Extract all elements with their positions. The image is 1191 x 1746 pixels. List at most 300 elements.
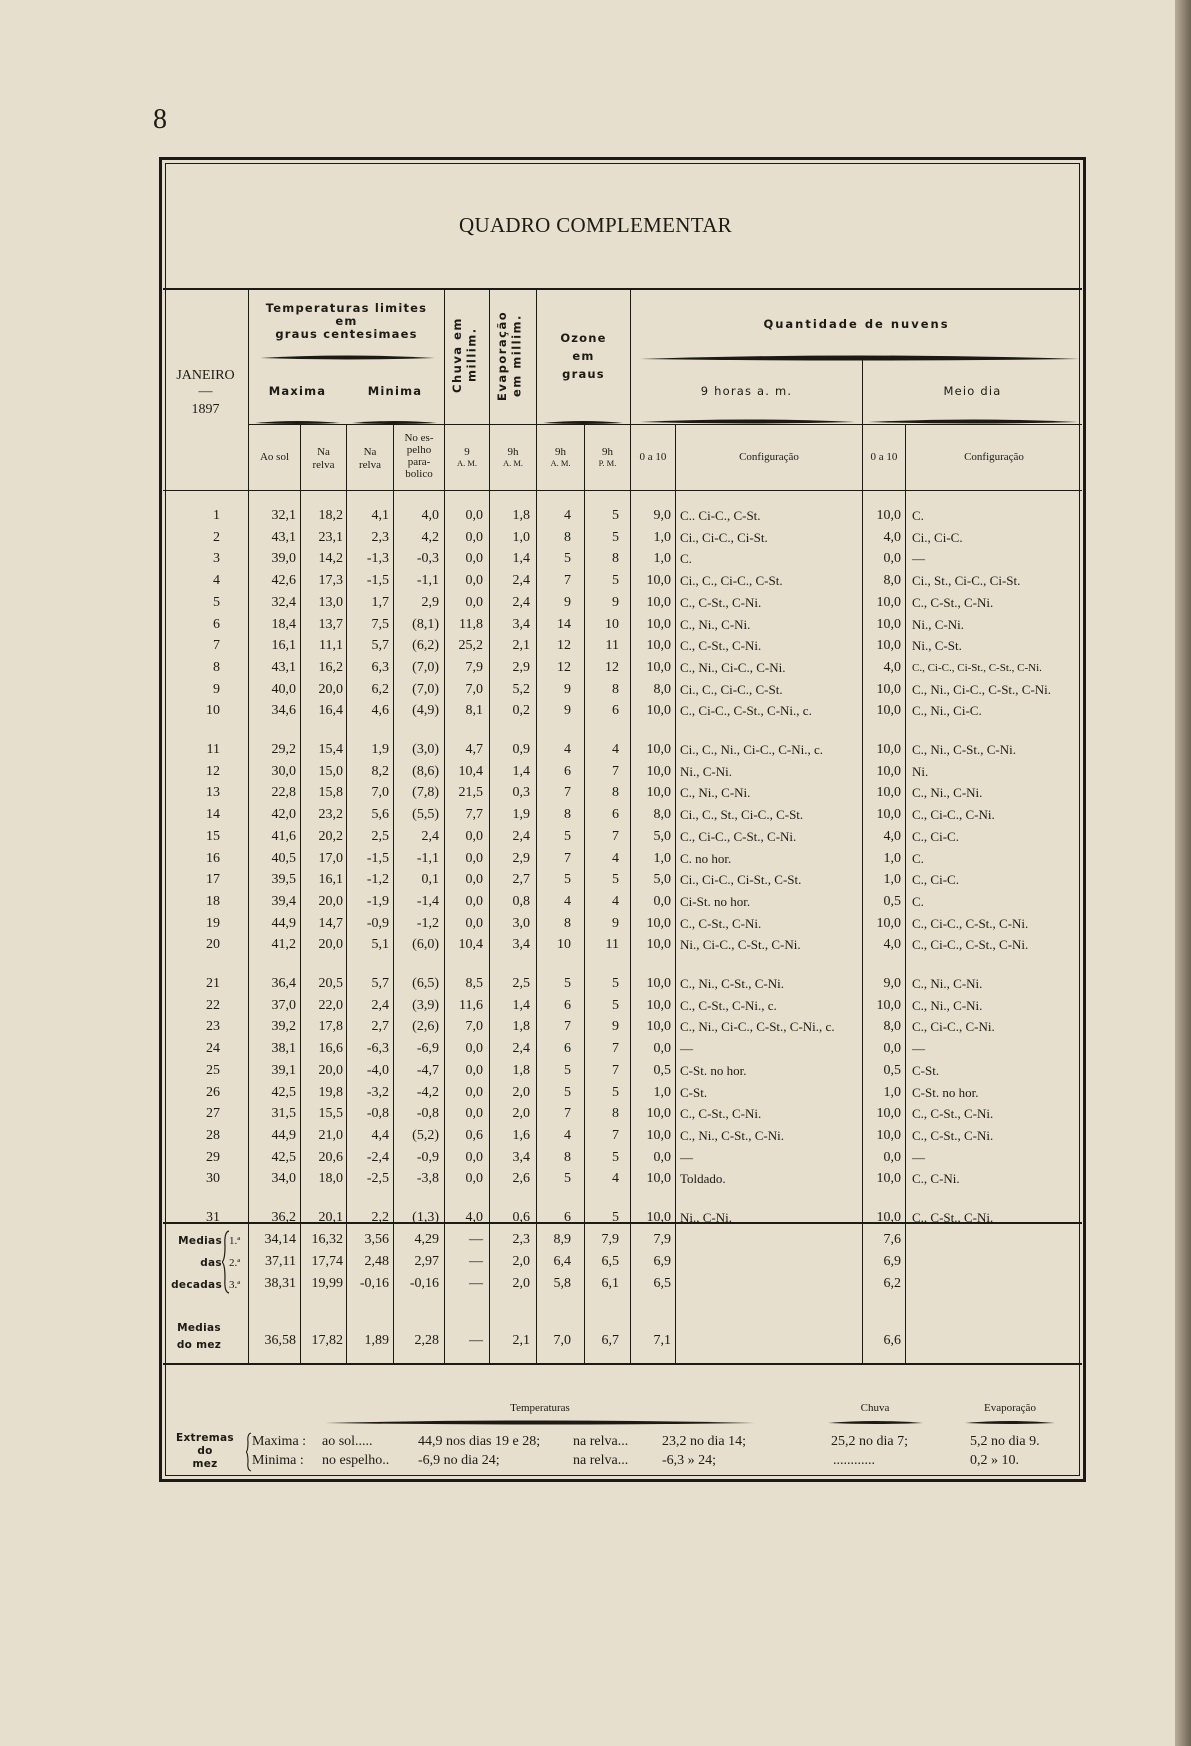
cell-configuracao-9h: C. no hor.: [680, 850, 732, 866]
cell-evaporacao: 1,8: [512, 1019, 530, 1035]
na-relva-line: relva: [312, 458, 335, 471]
cell-chuva: 21,5: [458, 785, 483, 801]
rule-means-bottom: [163, 1363, 1082, 1365]
scale-header-2: 0 a 10: [870, 451, 898, 463]
cell-day: 29: [206, 1149, 220, 1165]
cell-ozone-am: 6: [564, 763, 571, 779]
cell-na-relva-min: -1,5: [366, 850, 389, 866]
na-relva-line: relva: [359, 458, 381, 471]
cell-na-relva-max: 16,6: [318, 1041, 343, 1057]
cell-na-relva-max: 20,0: [318, 1062, 343, 1078]
cell-nebulosidade-9h: 10,0: [646, 763, 671, 779]
cell-espelho: 0,1: [421, 872, 439, 888]
cell-nebulosidade-9h: 10,0: [646, 616, 671, 632]
cell-ozone-am: 5: [564, 828, 571, 844]
cell-ozone-am: 7: [564, 785, 571, 801]
page-number: 8: [153, 104, 167, 135]
cell-na-relva-min: -1,2: [366, 872, 389, 888]
hour-line: 9: [464, 446, 470, 458]
cell-day: 19: [206, 915, 220, 931]
cell-evaporacao: 2,0: [512, 1106, 530, 1122]
cell-configuracao-meio-dia: Ni., C-St.: [912, 638, 962, 654]
cell-na-relva-max: 14,7: [318, 915, 343, 931]
cell-espelho: (8,1): [412, 616, 439, 632]
cell-configuracao-meio-dia: Ci., St., Ci-C., Ci-St.: [912, 573, 1021, 589]
config-header-1: Configuração: [739, 451, 799, 463]
cell-espelho: -1,1: [416, 850, 439, 866]
cell-evaporacao: 3,4: [512, 937, 530, 953]
cell-nebulosidade-9h: 5,0: [653, 828, 671, 844]
cell-espelho: (8,6): [412, 763, 439, 779]
cell-configuracao-9h: C-St.: [680, 1084, 708, 1100]
cloud-amount-header: Quantidade de nuvens: [763, 317, 950, 331]
cell-nebulosidade-meio-dia: 10,0: [876, 616, 901, 632]
cell-ozone-am: 6: [564, 997, 571, 1013]
header-swash: [543, 420, 623, 425]
cell-nebulosidade-9h: 10,0: [646, 1127, 671, 1143]
cell-espelho: (3,9): [412, 997, 439, 1013]
cell-espelho: (2,6): [412, 1019, 439, 1035]
cell-configuracao-9h: C.: [680, 551, 692, 567]
cell-ao-sol: 39,4: [271, 893, 296, 909]
cell-espelho: -1,4: [416, 893, 439, 909]
cell-day: 18: [206, 893, 220, 909]
cell-ao-sol: 44,9: [271, 915, 296, 931]
month-mean-ao-sol: 36,58: [264, 1333, 296, 1348]
cell-nebulosidade-meio-dia: 4,0: [883, 659, 901, 675]
cell-ozone-am: 5: [564, 551, 571, 567]
cell-configuracao-meio-dia: —: [912, 1149, 925, 1165]
cell-ozone-am: 5: [564, 1062, 571, 1078]
cell-ao-sol: 29,2: [271, 742, 296, 757]
cell-nebulosidade-meio-dia: 1,0: [883, 1084, 901, 1100]
cell-na-relva-min: -6,3: [366, 1041, 389, 1057]
cell-ozone-pm: 5: [612, 1084, 619, 1100]
maxima-header: Maxima: [268, 384, 327, 398]
cell-ao-sol: 34,0: [271, 1171, 296, 1187]
cell-ozone-pm: 4: [612, 1171, 619, 1187]
cell-ozone-pm: 4: [612, 893, 619, 909]
decade-means-label: [164, 1230, 222, 1296]
cell-ozone-pm: 5: [612, 573, 619, 589]
cell-ao-sol: 39,1: [271, 1062, 296, 1078]
max-na-relva-value: 23,2 no dia 14;: [662, 1434, 746, 1449]
cell-ozone-pm: 5: [612, 976, 619, 991]
scale-header-1: 0 a 10: [639, 451, 667, 463]
cell-espelho: -1,2: [416, 915, 439, 931]
cell-chuva: 0,0: [465, 850, 483, 866]
cell-na-relva-min: 4,6: [371, 703, 389, 719]
cell-ozone-am: 5: [564, 1084, 571, 1100]
ozone-header-line: graus: [562, 366, 605, 381]
cell-ozone-pm: 8: [612, 551, 619, 567]
cell-na-relva-max: 15,8: [318, 785, 343, 801]
cell-configuracao-9h: C., Ni., C-St., C-Ni.: [680, 976, 785, 991]
cell-espelho: -0,3: [416, 551, 439, 567]
cell-ao-sol: 32,1: [271, 508, 296, 523]
cell-configuracao-9h: Ci-St. no hor.: [680, 893, 751, 909]
decade-mean-ozone-am: 6,4: [553, 1254, 571, 1269]
espelho-line: No es-: [404, 432, 434, 444]
cell-chuva: 0,0: [465, 1084, 483, 1100]
cell-configuracao-meio-dia: C-St. no hor.: [912, 1084, 979, 1100]
cell-ozone-pm: 8: [612, 785, 619, 801]
cell-nebulosidade-meio-dia: 4,0: [883, 828, 901, 844]
min-na-relva-value: -6,3 » 24;: [662, 1453, 717, 1468]
hour-line: P. M.: [598, 457, 617, 468]
header-swash: [255, 420, 340, 425]
cell-ozone-am: 8: [564, 529, 571, 545]
cell-ao-sol: 39,5: [271, 872, 296, 888]
cell-na-relva-min: 2,7: [371, 1019, 389, 1035]
extremes-chuva-header: Chuva: [860, 1402, 890, 1414]
cell-evaporacao: 2,0: [512, 1084, 530, 1100]
evaporation-header: [495, 298, 531, 413]
decade-mean-ozone-pm: 6,1: [601, 1276, 619, 1291]
cell-nebulosidade-meio-dia: 0,0: [883, 1041, 901, 1057]
cell-ozone-am: 4: [564, 742, 571, 757]
cell-espelho: (5,5): [412, 807, 439, 823]
cell-configuracao-9h: Toldado.: [680, 1171, 726, 1187]
cell-na-relva-max: 17,0: [318, 850, 343, 866]
cell-ozone-am: 9: [564, 594, 571, 610]
cell-na-relva-min: 6,2: [371, 681, 389, 697]
cell-ao-sol: 42,5: [271, 1084, 296, 1100]
cell-nebulosidade-9h: 1,0: [653, 1084, 671, 1100]
cell-ao-sol: 39,2: [271, 1019, 296, 1035]
cell-na-relva-max: 23,1: [318, 529, 343, 545]
cell-ozone-am: 5: [564, 872, 571, 888]
header-swash: [828, 1420, 923, 1425]
cell-configuracao-meio-dia: C., Ni., Ci-C., C-St., C-Ni.: [912, 681, 1052, 697]
cell-nebulosidade-9h: 8,0: [653, 807, 671, 823]
cell-day: 5: [213, 594, 220, 610]
cell-configuracao-meio-dia: C.: [912, 508, 924, 523]
cell-day: 25: [206, 1062, 220, 1078]
cell-nebulosidade-meio-dia: 0,0: [883, 1149, 901, 1165]
na-relva-min-header: [347, 446, 393, 471]
cell-chuva: 0,0: [465, 508, 483, 523]
min-espelho-value: -6,9 no dia 24;: [418, 1453, 500, 1468]
cell-configuracao-9h: C.. Ci-C., C-St.: [680, 508, 761, 523]
cell-na-relva-min: 8,2: [371, 763, 389, 779]
decade-mean-evaporacao: 2,0: [512, 1276, 530, 1291]
cell-chuva: 0,6: [465, 1127, 483, 1143]
cell-nebulosidade-9h: 5,0: [653, 872, 671, 888]
temp-header-line: Temperaturas limites: [265, 301, 428, 315]
cell-day: 7: [213, 638, 220, 654]
cell-espelho: -4,2: [416, 1084, 439, 1100]
month-mean-espelho: 2,28: [414, 1333, 439, 1348]
cell-ozone-am: 7: [564, 573, 571, 589]
cell-configuracao-meio-dia: C., Ci-C.: [912, 828, 959, 844]
cell-day: 21: [206, 976, 220, 991]
decade-mean-na-relva-min: 2,48: [364, 1254, 389, 1269]
nine-am-header: 9 horas a. m.: [700, 384, 793, 398]
cell-ozone-pm: 5: [612, 997, 619, 1013]
decade-mean-evaporacao: 2,0: [512, 1254, 530, 1269]
cell-ozone-am: 7: [564, 1106, 571, 1122]
minima-header: Minima: [367, 384, 423, 398]
rain-header: [450, 300, 484, 410]
cell-espelho: (7,8): [412, 785, 439, 801]
cell-evaporacao: 2,9: [512, 659, 530, 675]
cell-nebulosidade-meio-dia: 10,0: [876, 807, 901, 823]
cell-configuracao-meio-dia: Ni., C-Ni.: [912, 616, 964, 632]
cell-nebulosidade-meio-dia: 10,0: [876, 1210, 901, 1225]
ozone-pm-header: [585, 446, 630, 468]
cell-configuracao-meio-dia: C-St.: [912, 1062, 940, 1078]
cell-na-relva-min: 2,4: [371, 997, 389, 1013]
cell-ozone-am: 8: [564, 1149, 571, 1165]
cell-na-relva-max: 14,2: [318, 551, 343, 567]
cell-configuracao-9h: C., C-St., C-Ni.: [680, 1106, 762, 1122]
cell-day: 6: [213, 616, 220, 632]
decade-mean-ozone-pm: 6,5: [601, 1254, 619, 1269]
cell-evaporacao: 2,5: [512, 976, 530, 991]
decade-mean-evaporacao: 2,3: [512, 1232, 530, 1247]
cell-configuracao-meio-dia: C., Ci-C., Ci-St., C-St., C-Ni.: [912, 661, 1042, 674]
cell-configuracao-meio-dia: C., Ni., C-Ni.: [912, 976, 983, 991]
cell-ao-sol: 38,1: [271, 1041, 296, 1057]
extremes-label: [164, 1432, 246, 1471]
config-header-2: Configuração: [964, 451, 1024, 463]
cell-configuracao-meio-dia: C., Ci-C., C-St., C-Ni.: [912, 937, 1029, 953]
decade-mean-nebulosidade-9h: 6,9: [653, 1254, 671, 1269]
cell-nebulosidade-9h: 10,0: [646, 997, 671, 1013]
cell-nebulosidade-meio-dia: 10,0: [876, 1171, 901, 1187]
cell-ozone-am: 5: [564, 1171, 571, 1187]
month-mean-label-line: do mez: [176, 1339, 222, 1351]
cell-ozone-pm: 7: [612, 1127, 619, 1143]
espelho-line: para-: [407, 456, 431, 469]
cell-day: 4: [213, 573, 220, 589]
cell-day: 27: [206, 1106, 220, 1122]
cell-ao-sol: 34,6: [271, 703, 296, 719]
month-mean-evaporacao: 2,1: [512, 1333, 530, 1348]
evap-header-line: Evaporação: [495, 310, 509, 401]
cell-evaporacao: 1,4: [512, 997, 530, 1013]
cell-evaporacao: 1,8: [512, 1062, 530, 1078]
cell-configuracao-9h: —: [680, 1149, 693, 1165]
cell-ozone-am: 12: [557, 638, 571, 654]
temp-header-line: graus centesimaes: [275, 327, 418, 342]
cell-ao-sol: 22,8: [271, 785, 296, 801]
cell-na-relva-min: 1,9: [371, 742, 389, 757]
cell-nebulosidade-meio-dia: 10,0: [876, 638, 901, 654]
cell-chuva: 7,7: [465, 807, 483, 823]
cell-ao-sol: 40,0: [271, 681, 296, 697]
cell-day: 17: [206, 872, 220, 888]
cell-na-relva-max: 20,2: [318, 828, 343, 844]
cell-configuracao-meio-dia: Ci., Ci-C.: [912, 529, 963, 545]
cell-ao-sol: 16,1: [271, 638, 296, 654]
min-label: Minima :: [252, 1453, 304, 1468]
cell-ozone-am: 9: [564, 703, 571, 719]
cell-configuracao-9h: C., Ni., C-St., C-Ni.: [680, 1127, 785, 1143]
col-divider: [905, 424, 906, 1363]
decade-mean-na-relva-max: 17,74: [311, 1254, 343, 1269]
cell-ozone-am: 4: [564, 893, 571, 909]
cell-chuva: 7,0: [465, 681, 483, 697]
cell-na-relva-max: 17,3: [318, 573, 343, 589]
cell-nebulosidade-9h: 0,0: [653, 1041, 671, 1057]
ozone-header: [537, 330, 630, 383]
cell-espelho: 2,9: [421, 594, 439, 610]
cell-nebulosidade-meio-dia: 10,0: [876, 785, 901, 801]
cell-configuracao-9h: C., Ni., C-Ni.: [680, 616, 751, 632]
cell-ao-sol: 18,4: [271, 616, 296, 632]
cell-day: 13: [206, 785, 220, 801]
cell-chuva: 10,4: [458, 763, 483, 779]
cell-configuracao-9h: Ci., C., Ci-C., C-St.: [680, 681, 783, 697]
cell-configuracao-meio-dia: C., C-St., C-Ni.: [912, 1210, 994, 1225]
cell-espelho: -3,8: [416, 1171, 439, 1187]
cell-nebulosidade-9h: 10,0: [646, 1210, 671, 1225]
cell-nebulosidade-9h: 10,0: [646, 594, 671, 610]
extremes-evap-header: Evaporação: [984, 1402, 1036, 1414]
cell-evaporacao: 0,9: [512, 742, 530, 757]
na-relva-line: Na: [317, 446, 330, 458]
cell-nebulosidade-9h: 8,0: [653, 681, 671, 697]
cell-evaporacao: 2,4: [512, 594, 530, 610]
decade-mark: 2.ª: [229, 1257, 241, 1269]
cell-na-relva-max: 13,7: [318, 616, 343, 632]
cell-configuracao-9h: C., C-St., C-Ni.: [680, 638, 762, 654]
header-swash: [640, 355, 1080, 362]
cell-nebulosidade-meio-dia: 10,0: [876, 1106, 901, 1122]
cell-espelho: (5,2): [412, 1127, 439, 1143]
cell-ozone-pm: 5: [612, 1149, 619, 1165]
cell-nebulosidade-meio-dia: 9,0: [883, 976, 901, 991]
cell-ozone-am: 6: [564, 1041, 571, 1057]
cell-ozone-pm: 8: [612, 681, 619, 697]
temp-header-line: em: [335, 314, 358, 329]
cell-chuva: 0,0: [465, 551, 483, 567]
cell-ozone-pm: 6: [612, 807, 619, 823]
cell-configuracao-meio-dia: C., Ci-C., C-St., C-Ni.: [912, 915, 1029, 931]
rain-header-line: millim.: [464, 327, 479, 383]
cell-nebulosidade-meio-dia: 8,0: [883, 573, 901, 589]
cell-na-relva-min: 4,4: [371, 1127, 389, 1143]
cell-nebulosidade-meio-dia: 8,0: [883, 1019, 901, 1035]
decade-mean-na-relva-min: -0,16: [359, 1276, 389, 1291]
cell-configuracao-meio-dia: —: [912, 1041, 925, 1057]
cell-nebulosidade-9h: 10,0: [646, 1019, 671, 1035]
cell-evaporacao: 5,2: [512, 681, 530, 697]
cell-nebulosidade-meio-dia: 10,0: [876, 594, 901, 610]
cell-configuracao-meio-dia: C.: [912, 893, 924, 909]
decade-mean-ozone-am: 8,9: [553, 1232, 571, 1247]
cell-nebulosidade-9h: 10,0: [646, 573, 671, 589]
header-swash: [868, 419, 1078, 425]
cell-nebulosidade-meio-dia: 4,0: [883, 529, 901, 545]
cell-configuracao-9h: C., Ni., C-Ni.: [680, 785, 751, 801]
header-swash: [640, 419, 855, 425]
decade-mean-espelho: -0,16: [409, 1276, 439, 1291]
cell-configuracao-9h: C-St. no hor.: [680, 1062, 747, 1078]
cell-day: 8: [213, 659, 220, 675]
cell-ao-sol: 42,5: [271, 1149, 296, 1165]
cell-ozone-pm: 5: [612, 1210, 619, 1225]
evap-hour-header: [490, 446, 536, 468]
cell-espelho: 4,0: [421, 508, 439, 523]
cell-na-relva-min: -1,5: [366, 573, 389, 589]
cell-chuva: 7,9: [465, 659, 483, 675]
temperature-group-header: [249, 302, 444, 342]
hour-line: A. M.: [550, 457, 571, 468]
cell-ozone-am: 12: [557, 659, 571, 675]
cell-nebulosidade-9h: 1,0: [653, 551, 671, 567]
cell-nebulosidade-9h: 10,0: [646, 703, 671, 719]
cell-ao-sol: 43,1: [271, 529, 296, 545]
cell-nebulosidade-meio-dia: 0,5: [883, 1062, 901, 1078]
cell-configuracao-9h: Ci., Ci-C., Ci-St.: [680, 529, 768, 545]
cell-configuracao-9h: C., C-St., C-Ni.: [680, 915, 762, 931]
decade-mean-nebulosidade-9h: 6,5: [653, 1276, 671, 1291]
cell-nebulosidade-9h: 0,0: [653, 1149, 671, 1165]
cell-evaporacao: 1,0: [512, 529, 530, 545]
decade-mean-ozone-am: 5,8: [553, 1276, 571, 1291]
hour-line: A. M.: [502, 457, 524, 468]
cell-evaporacao: 0,2: [512, 703, 530, 719]
decade-mean-chuva: —: [469, 1254, 483, 1269]
cell-day: 2: [213, 529, 220, 545]
cell-na-relva-min: 5,7: [371, 976, 389, 991]
cell-na-relva-min: 2,2: [371, 1210, 389, 1225]
cell-chuva: 7,0: [465, 1019, 483, 1035]
max-chuva-value: 25,2 no dia 7;: [831, 1434, 908, 1449]
cell-chuva: 0,0: [465, 828, 483, 844]
cell-ozone-am: 8: [564, 807, 571, 823]
cell-na-relva-min: -4,0: [366, 1062, 389, 1078]
cell-na-relva-max: 20,0: [318, 681, 343, 697]
cell-nebulosidade-9h: 10,0: [646, 638, 671, 654]
cell-chuva: 4,0: [465, 1210, 483, 1225]
rule-top-header: [163, 288, 1082, 290]
cell-ozone-pm: 11: [605, 638, 619, 654]
min-evap-value: 0,2 » 10.: [970, 1453, 1019, 1468]
cell-nebulosidade-meio-dia: 10,0: [876, 763, 901, 779]
cell-day: 30: [206, 1171, 220, 1187]
cell-nebulosidade-9h: 10,0: [646, 1106, 671, 1122]
cell-nebulosidade-9h: 10,0: [646, 937, 671, 953]
month-mean-ozone-am: 7,0: [553, 1333, 571, 1348]
cell-ozone-am: 7: [564, 850, 571, 866]
cell-evaporacao: 0,6: [512, 1210, 530, 1225]
cell-na-relva-min: -0,8: [366, 1106, 389, 1122]
book-spine: [1175, 0, 1191, 1746]
cell-day: 12: [206, 763, 220, 779]
cell-nebulosidade-meio-dia: 10,0: [876, 1127, 901, 1143]
cell-espelho: (4,9): [412, 703, 439, 719]
month-mean-label: [164, 1320, 234, 1354]
cell-ozone-pm: 7: [612, 1041, 619, 1057]
month-name: JANEIRO: [176, 368, 235, 383]
cell-na-relva-min: 2,3: [371, 529, 389, 545]
cell-day: 15: [206, 828, 220, 844]
cell-configuracao-9h: Ni., Ci-C., C-St., C-Ni.: [680, 937, 801, 953]
cell-espelho: 2,4: [421, 828, 439, 844]
header-swash: [352, 420, 437, 425]
cell-ozone-pm: 4: [612, 742, 619, 757]
cell-chuva: 8,5: [465, 976, 483, 991]
cell-ao-sol: 41,6: [271, 828, 296, 844]
cell-configuracao-meio-dia: C., Ni., C-Ni.: [912, 997, 983, 1013]
cell-day: 20: [206, 937, 220, 953]
cell-na-relva-max: 23,2: [318, 807, 343, 823]
cell-chuva: 0,0: [465, 893, 483, 909]
